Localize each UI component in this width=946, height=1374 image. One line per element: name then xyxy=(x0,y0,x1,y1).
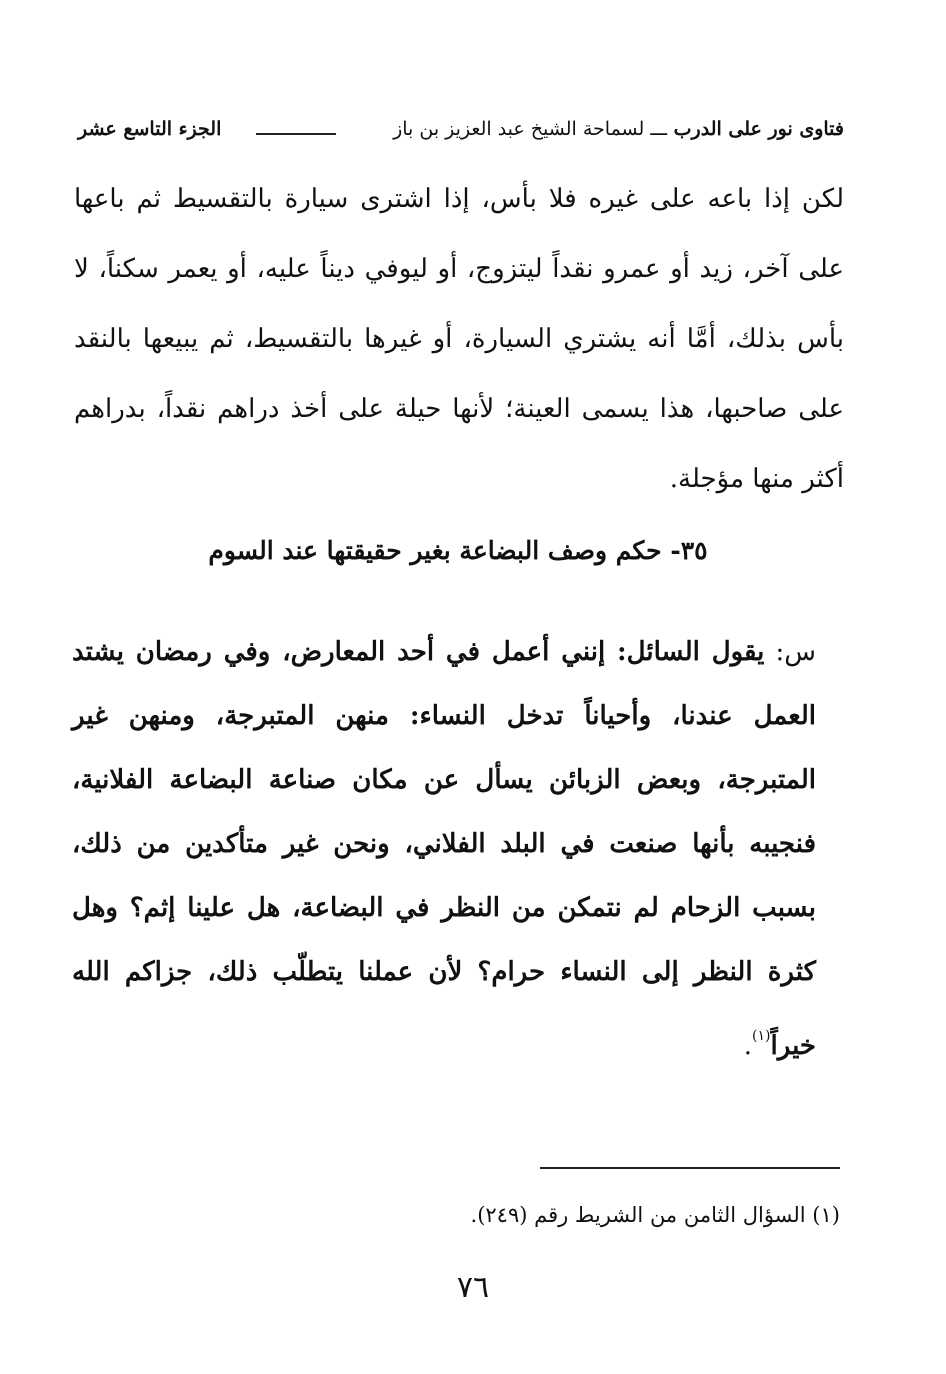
header-book-title xyxy=(393,112,844,146)
intro-paragraph: لكن إذا باعه على غيره فلا بأس، إذا اشترى سيارة بالتقسيط ثم باعها على آخر، زيد أو عمرو نقداً ليتزوج، أو ليوفي ديناً عليه، أو يعمر سكناً، لا بأس بذلك، أمَّا أنه يشتري السيارة، أو غيرها بالتقسيط، ثم يبيعها بالنقد على صاحبها، هذا يسمى العينة؛ لأنها حيلة على أخذ دراهم نقداً، بدراهم أكثر منها مؤجلة. xyxy=(74,184,844,494)
header-rule xyxy=(256,133,336,135)
question-block xyxy=(72,620,816,1078)
footnote: (١) السؤال الثامن من الشريط رقم (٢٤٩). xyxy=(470,1203,840,1227)
running-header xyxy=(78,112,844,146)
section-heading: ٣٥- حكم وصف البضاعة بغير حقيقتها عند السوم xyxy=(208,536,708,565)
header-part: الجزء التاسع عشر xyxy=(78,118,222,140)
question-end: . xyxy=(743,1031,753,1061)
question-label: س: xyxy=(775,637,817,667)
footnote-separator xyxy=(540,1167,840,1169)
header-author: ـــ لسماحة الشيخ عبد العزيز بن باز xyxy=(393,118,668,140)
footnote-reference: (١) xyxy=(752,1028,771,1044)
question-text: يقول السائل: إنني أعمل في أحد المعارض، وفي رمضان يشتد العمل عندنا، وأحياناً تدخل النساء: منهن المتبرجة، ومنهن غير المتبرجة، وبعض الزبائن يسأل عن مكان صناعة البضاعة الفلانية، فنجيبه بأنها صنعت في البلد الفلاني، ونحن غير متأكدين من ذلك، بسبب الزحام لم نتمكن من النظر في البضاعة، هل علينا إثم؟ وهل كثرة النظر إلى النساء حرام؟ لأن عملنا يتطلّب ذلك، جزاكم الله خيراً xyxy=(72,637,816,1061)
header-book-title-text: فتاوى نور على الدرب xyxy=(673,118,844,140)
page-number: ٧٦ xyxy=(456,1270,490,1305)
